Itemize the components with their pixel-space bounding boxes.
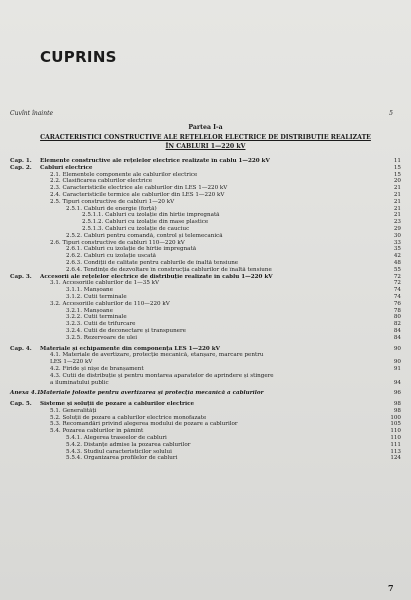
toc-entry	[10, 415, 401, 422]
toc-entry	[10, 428, 401, 435]
toc-page-number: 110	[390, 435, 401, 442]
toc-entry	[10, 178, 401, 185]
toc-entry	[10, 401, 401, 408]
toc-entry-title: 5.1. Generalități	[50, 407, 97, 414]
toc-entry	[10, 380, 401, 387]
toc-chapter-label: Cap. 1.	[10, 158, 32, 164]
toc-page-number: 90	[393, 345, 401, 352]
toc-entry	[10, 165, 401, 172]
toc-page-number: 74	[393, 293, 401, 300]
toc-page-number: 100	[390, 414, 401, 421]
toc-entry-title: Cabluri electrice	[40, 164, 93, 171]
toc-page-number: 21	[393, 198, 401, 205]
toc-page-number: 11	[393, 158, 401, 164]
toc-entry-title: 3.1.2. Cutii terminale	[66, 293, 127, 300]
toc-entry-title: 3.2.1. Manșoane	[66, 307, 113, 314]
toc-entry-title: 3.2.5. Rezervoare de ulei	[66, 334, 138, 341]
toc-page-number: 78	[393, 307, 401, 314]
toc-page-number: 110	[390, 428, 401, 435]
toc-page-number: 21	[393, 212, 401, 219]
toc-page-number: 20	[393, 178, 401, 185]
toc-entry-title: 5.4.1. Alegerea traseelor de cabluri	[66, 435, 167, 442]
toc-entry	[10, 373, 401, 380]
toc-page-number: 98	[393, 401, 401, 408]
part-subtitle: CARACTERISTICI CONSTRUCTIVE ALE REȚELELOR ELECTRICE DE DISTRIBUȚIE REALIZATE ÎN CABLURI 1—220 kV	[40, 134, 371, 150]
toc-page-number: 15	[393, 164, 401, 171]
foreword-page: 5	[389, 110, 393, 117]
toc-entry-title: 2.5.1.1. Cabluri cu izolație din hîrtie impregnată	[82, 212, 220, 219]
toc-entry	[10, 308, 401, 315]
toc-entry	[10, 240, 401, 247]
toc-entry	[10, 246, 401, 253]
toc-page-number: 15	[393, 171, 401, 178]
toc-entry-title: 2.5.1. Cabluri de energie (forță)	[66, 205, 157, 212]
toc-page-number: 72	[393, 273, 401, 280]
toc-page-number: 76	[393, 300, 401, 307]
toc-page-number: 113	[390, 448, 401, 455]
toc-entry-title: 2.6.1. Cabluri cu izolație de hîrtie impregnată	[66, 246, 197, 253]
toc-entry	[10, 421, 401, 428]
toc-page-number: 90	[393, 359, 401, 366]
toc-chapter-label: Cap. 2.	[10, 164, 32, 171]
toc-entry-title: 5.4. Pozarea cablurilor în pămînt	[50, 428, 144, 435]
toc-entry-title: 2.6.3. Condiții de calitate pentru cablurile de înaltă tensiune	[66, 259, 239, 266]
toc-entry-title: 2.3. Caracteristicile electrice ale cablurilor din LES 1—220 kV	[50, 185, 228, 192]
toc-entry	[10, 328, 401, 335]
toc-entry	[10, 287, 401, 294]
toc-entry-title: 2.4. Caracteristicile termice ale cablurilor din LES 1—220 kV	[50, 191, 225, 198]
toc-page-number: 72	[393, 280, 401, 287]
toc-page-number: 124	[390, 455, 401, 462]
toc-entry-title: 2.5.2. Cabluri pentru comandă, control și telemecanică	[66, 232, 223, 239]
toc-page-number: 84	[393, 327, 401, 334]
toc-entry-title: 5.2. Soluții de pozare a cablurilor electrice monofazate	[50, 414, 207, 421]
toc-entry	[10, 226, 401, 233]
toc-entry-title: 3.2.3. Cutii de trifurcare	[66, 321, 136, 328]
toc-entry	[10, 408, 401, 415]
toc-entry	[10, 366, 401, 373]
toc-entry-title: LES 1—220 kV	[50, 359, 93, 366]
toc-page-number: 74	[393, 287, 401, 294]
toc-entry	[10, 274, 401, 281]
toc-page-number: 35	[393, 246, 401, 253]
toc-entry-title: 5.4.2. Distanțe admise la pozarea cablurilor	[66, 441, 191, 448]
toc-entry	[10, 253, 401, 260]
toc-entry-title: 4.3. Cutii de distribuție și pentru montarea aparatelor de aprindere și stingere	[50, 372, 274, 379]
toc-entry-title: Materiale și echipamente din componența LES 1—220 kV	[40, 345, 220, 352]
toc-entry	[10, 158, 401, 165]
toc-entry	[10, 314, 401, 321]
toc-page-number: 23	[393, 219, 401, 226]
toc-entry-title: Sisteme și soluții de pozare a cablurilor electrice	[40, 401, 195, 408]
toc-entry	[10, 442, 401, 449]
toc-entry-title: 4.1. Materiale de avertizare, protecție mecanică, etanșare, marcare pentru	[50, 352, 264, 359]
toc-entry-title: 3.2.4. Cutii de deconectare și transpunere	[66, 327, 186, 334]
toc-entry	[10, 192, 401, 199]
toc-entry-title: 4.2. Firide și nișe de branșament	[50, 365, 144, 372]
toc-entry-title: 5.4.3. Studiul caracteristicilor solului	[66, 448, 172, 455]
toc-entry-title: 2.5.1.3. Cabluri cu izolație de cauciuc	[82, 225, 190, 232]
toc-entry	[10, 301, 401, 308]
toc-page-number: 105	[390, 421, 401, 428]
toc-chapter-label: Anexa 4.1.	[10, 390, 43, 397]
toc-entry	[10, 212, 401, 219]
toc-entry-title: 5.5.4. Organizarea profilelor de cabluri	[66, 455, 178, 462]
toc-chapter-label: Cap. 3.	[10, 273, 32, 280]
toc-page-number: 55	[393, 266, 401, 273]
toc-entry	[10, 219, 401, 226]
toc-entry-title: a iluminatului public	[50, 379, 109, 386]
toc-entry-title: 3.1. Accesoriile cablurilor de 1—35 kV	[50, 280, 160, 287]
toc-entry-title: 2.6. Tipuri constructive de cabluri 110—220 kV	[50, 239, 185, 246]
table-of-contents	[10, 158, 401, 462]
toc-page-number: 82	[393, 321, 401, 328]
toc-page-number: 80	[393, 314, 401, 321]
toc-page-number: 94	[393, 379, 401, 386]
toc-entry-title: 2.5.1.2. Cabluri cu izolație din mase plastice	[82, 219, 209, 226]
foreword-label: Cuvînt înainte	[10, 110, 54, 117]
toc-entry-title: 2.1. Elementele componente ale cablurilor electrice	[50, 171, 198, 178]
toc-entry-title: 5.3. Recomandări privind alegerea modului de pozare a cablurilor	[50, 421, 238, 428]
toc-entry	[10, 206, 401, 213]
toc-entry-title: Accesorii ale rețelelor electrice de distribuție realizate în cablu 1—220 kV	[40, 273, 273, 280]
toc-page-number: 111	[390, 441, 401, 448]
toc-entry	[10, 321, 401, 328]
toc-entry	[10, 435, 401, 442]
toc-entry	[10, 267, 401, 274]
toc-page-number: 21	[393, 191, 401, 198]
toc-entry-title: 3.2.2. Cutii terminale	[66, 314, 127, 321]
toc-entry	[10, 172, 401, 179]
toc-entry	[10, 185, 401, 192]
toc-page-number: 21	[393, 185, 401, 192]
toc-page-number: 29	[393, 225, 401, 232]
toc-entry-title: 3.1.1. Manșoane	[66, 287, 113, 294]
toc-entry-title: 2.6.4. Tendințe de dezvoltare în construcția cablurilor de înaltă tensiune	[66, 266, 272, 273]
toc-entry	[10, 352, 401, 359]
toc-chapter-label: Cap. 4.	[10, 345, 32, 352]
toc-page-number: 96	[393, 390, 401, 397]
toc-entry-title: 2.5. Tipuri constructive de cabluri 1—20 kV	[50, 198, 175, 205]
toc-entry	[10, 199, 401, 206]
toc-entry	[10, 449, 401, 456]
toc-page-number: 48	[393, 259, 401, 266]
toc-page-number: 98	[393, 407, 401, 414]
part-heading: Partea I-a	[188, 124, 223, 131]
toc-entry-title: Materiale folosite pentru avertizarea și protecția mecanică a cablurilor	[40, 390, 264, 397]
toc-entry	[10, 260, 401, 267]
page-number: 7	[388, 583, 394, 593]
toc-entry-title: 2.6.2. Cabluri cu izolație uscată	[66, 253, 157, 260]
toc-page-number: 91	[393, 365, 401, 372]
toc-chapter-label: Cap. 5.	[10, 401, 32, 408]
toc-entry-title: 2.2. Clasificarea cablurilor electrice	[50, 178, 153, 185]
foreword-entry	[10, 110, 393, 117]
toc-page-number: 33	[393, 239, 401, 246]
toc-entry-title: 3.2. Accesoriile cablurilor de 110—220 kV	[50, 300, 170, 307]
toc-page-number: 84	[393, 334, 401, 341]
toc-entry	[10, 359, 401, 366]
toc-entry	[10, 346, 401, 353]
toc-page-number: 30	[393, 232, 401, 239]
toc-entry	[10, 390, 401, 397]
toc-page-number: 42	[393, 253, 401, 260]
toc-entry	[10, 335, 401, 342]
toc-entry	[10, 233, 401, 240]
toc-entry	[10, 294, 401, 301]
toc-entry	[10, 280, 401, 287]
toc-entry-title: Elemente constructive ale rețelelor electrice realizate în cablu 1—220 kV	[40, 158, 270, 164]
toc-entry	[10, 455, 401, 462]
page-title: CUPRINS	[40, 48, 117, 66]
toc-page-number: 21	[393, 205, 401, 212]
